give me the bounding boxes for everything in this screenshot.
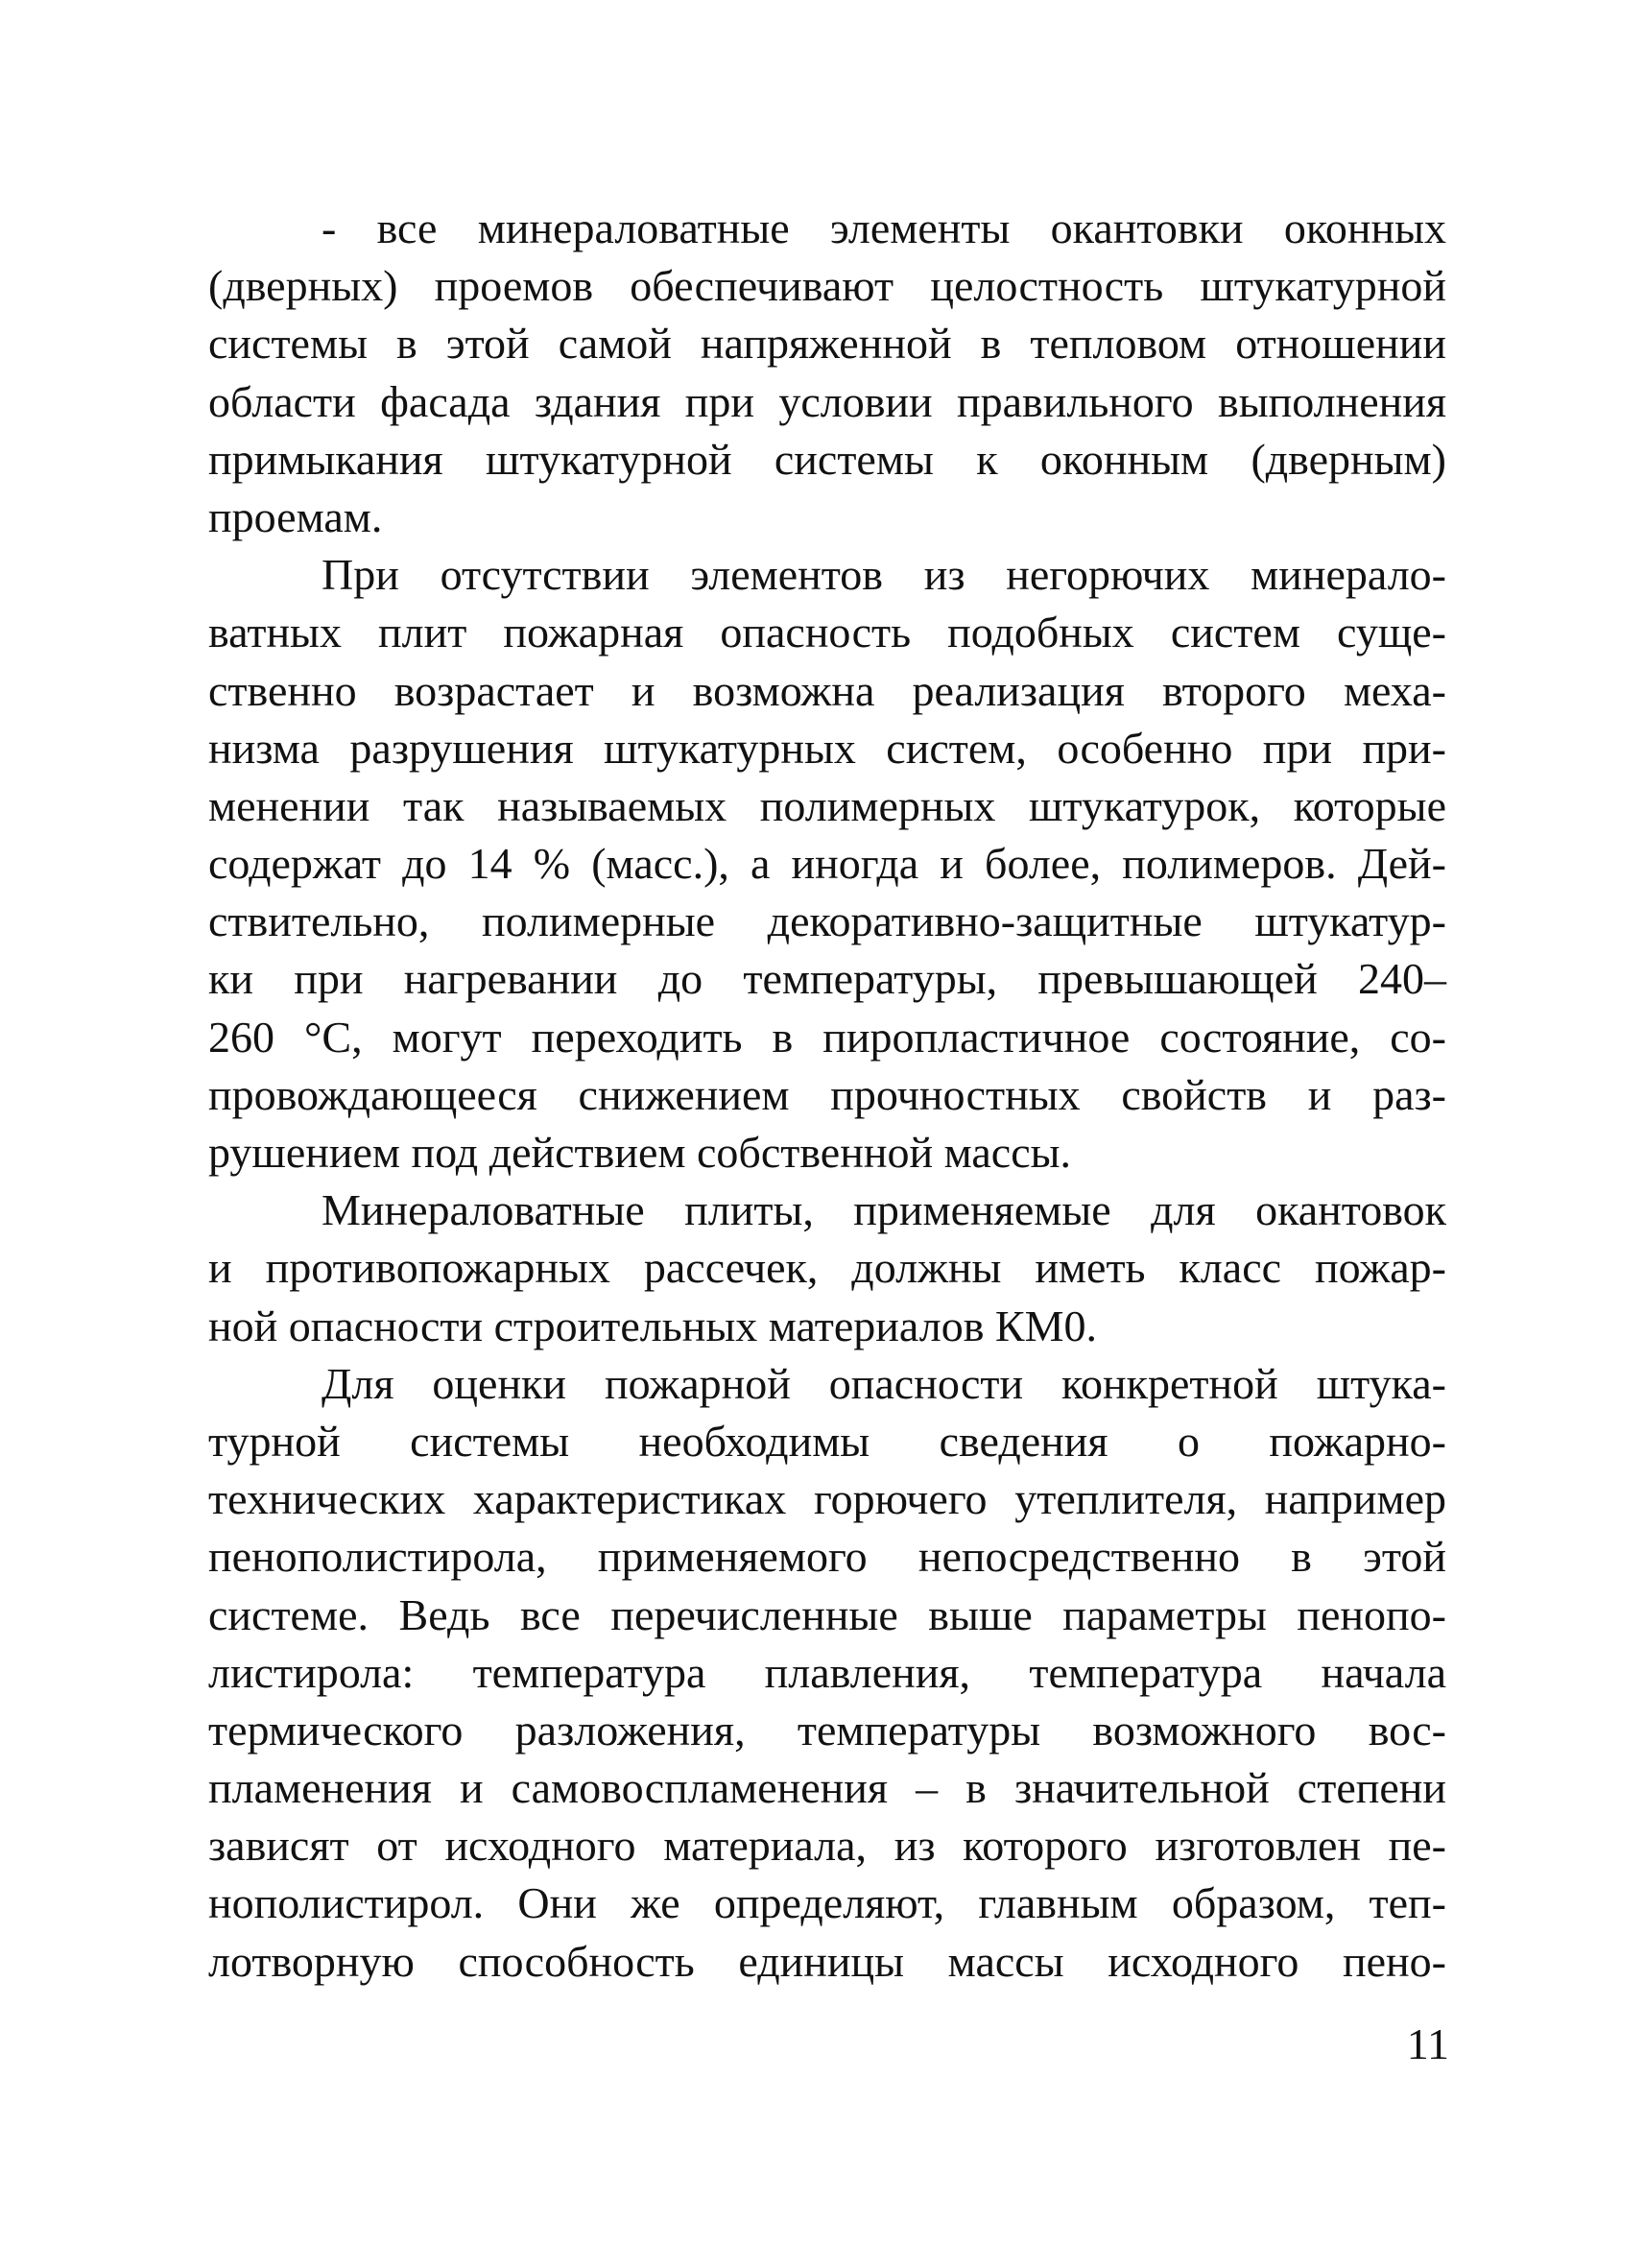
text-line: системы в этой самой напряженной в тепловом отношении bbox=[208, 319, 1446, 369]
text-line: рушением под действием собственной массы. bbox=[208, 1128, 1072, 1177]
text-line: технических характеристиках горючего утеплителя, например bbox=[208, 1474, 1446, 1524]
text-line: пенополистирола, применяемого непосредственно в этой bbox=[208, 1532, 1446, 1582]
text-line: ватных плит пожарная опасность подобных систем суще- bbox=[208, 608, 1446, 657]
paragraph bbox=[208, 546, 1446, 1182]
text-line: Минераловатные плиты, применяемые для окантовок bbox=[322, 1185, 1446, 1235]
text-line: лотворную способность единицы массы исходного пено- bbox=[208, 1936, 1446, 1986]
text-line: менении так называемых полимерных штукатурок, которые bbox=[208, 780, 1446, 830]
paragraph bbox=[208, 200, 1446, 546]
body-text bbox=[208, 200, 1446, 1991]
text-line: примыкания штукатурной системы к оконным (дверным) bbox=[208, 434, 1446, 484]
text-line: низма разрушения штукатурных систем, особенно при при- bbox=[208, 723, 1446, 773]
text-line: турной системы необходимы сведения о пожарно- bbox=[208, 1416, 1446, 1466]
text-line: ной опасности строительных материалов КМ0. bbox=[208, 1301, 1097, 1350]
paragraph bbox=[208, 1355, 1446, 1991]
text-line: ственно возрастает и возможна реализация второго меха- bbox=[208, 665, 1446, 715]
text-line: содержат до 14 % (масс.), а иногда и более, полимеров. Дей- bbox=[208, 839, 1446, 889]
text-line: ствительно, полимерные декоративно-защитные штукатур- bbox=[208, 896, 1446, 946]
text-line: пламенения и самовоспламенения – в значительной степени bbox=[208, 1763, 1446, 1813]
text-line: нополистирол. Они же определяют, главным образом, теп- bbox=[208, 1878, 1446, 1928]
text-line: 260 °С, могут переходить в пиропластичное состояние, со- bbox=[208, 1012, 1446, 1062]
text-line: (дверных) проемов обеспечивают целостность штукатурной bbox=[208, 261, 1446, 311]
text-line: При отсутствии элементов из негорючих минерало- bbox=[322, 550, 1446, 600]
page-number: 11 bbox=[1406, 2019, 1449, 2068]
text-line: Для оценки пожарной опасности конкретной штука- bbox=[322, 1358, 1446, 1408]
text-line: провождающееся снижением прочностных свойств и раз- bbox=[208, 1069, 1446, 1119]
text-line: ки при нагревании до температуры, превышающей 240– bbox=[208, 954, 1446, 1004]
text-line: проемам. bbox=[208, 491, 383, 541]
text-line: и противопожарных рассечек, должны иметь класс пожар- bbox=[208, 1243, 1446, 1293]
text-line: системе. Ведь все перечисленные выше параметры пенопо- bbox=[208, 1589, 1446, 1639]
paragraph bbox=[208, 1182, 1446, 1355]
text-line: области фасада здания при условии правильного выполнения bbox=[208, 376, 1446, 426]
text-line: листирола: температура плавления, температура начала bbox=[208, 1647, 1446, 1697]
text-line: термического разложения, температуры возможного вос- bbox=[208, 1705, 1446, 1755]
text-line: - все минераловатные элементы окантовки оконных bbox=[322, 203, 1446, 252]
text-line: зависят от исходного материала, из которого изготовлен пе- bbox=[208, 1821, 1446, 1871]
